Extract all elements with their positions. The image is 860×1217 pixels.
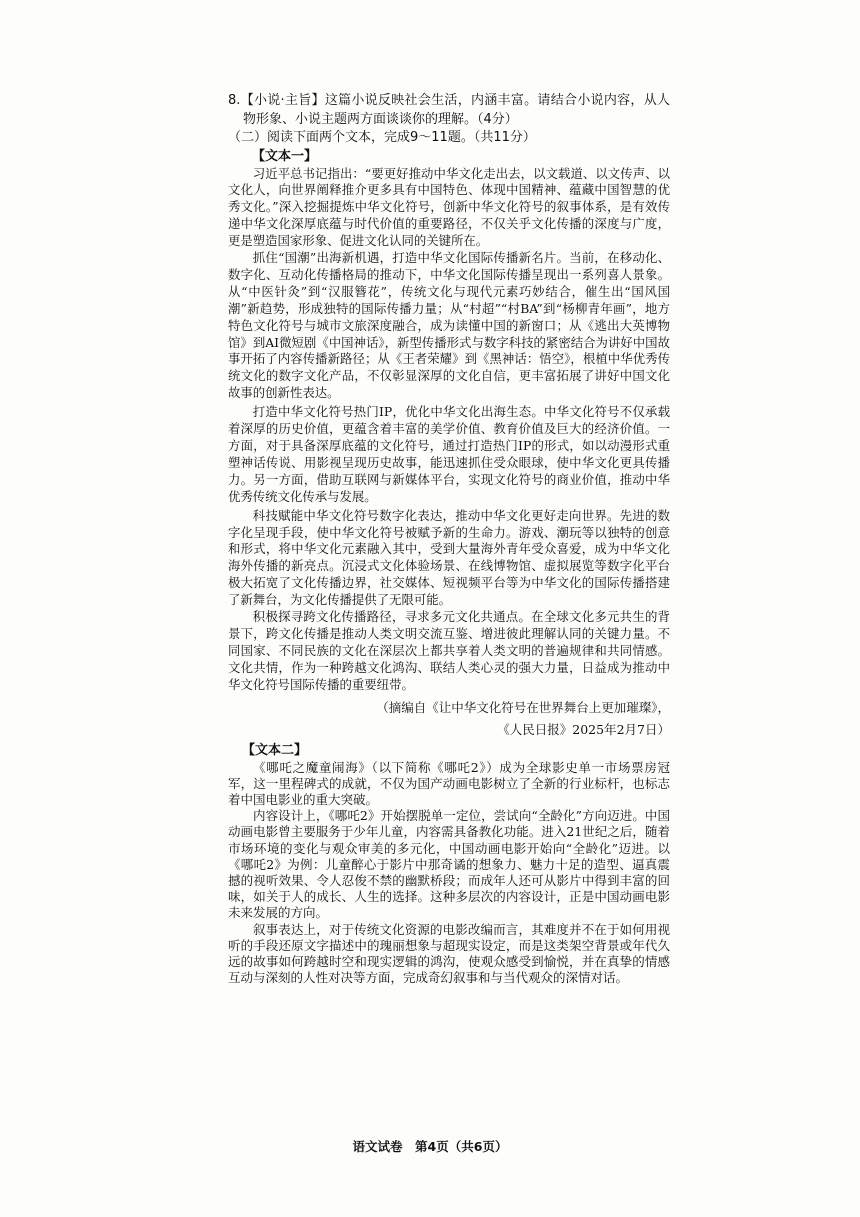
text-two-paragraph-1: 《哪吒之魔童闹海》（以下简称《哪吒2》）成为全球影史单一市场票房冠军，这一里程碑式的成就，不仅为国产动画电影树立了全新的行业标杆，也标志着中国电影业的重大突破。 bbox=[228, 759, 670, 807]
text-two-paragraph-2: 内容设计上，《哪吒2》开始摆脱单一定位，尝试向“全龄化”方向迈进。中国动画电影曾主要服务于少年儿童，内容需具备教化功能。进入21世纪之后，随着市场环境的变化与观众审美的多元化，中国动画电影开始向“全龄化”迈进。以《哪吒2》为例：儿童醉心于影片中那奇谲的想象力、魅力十足的造型、逼真震撼的视听效果、令人忍俊不禁的幽默桥段；而成年人还可从影片中得到丰富的回味，如关于人的成长、人生的选择。这种多层次的内容设计，正是中国动画电影未来发展的方向。 bbox=[228, 808, 670, 921]
text-two-paragraph-3: 叙事表达上，对于传统文化资源的电影改编而言，其难度并不在于如何用视听的手段还原文字描述中的瑰丽想象与超现实设定，而是这类架空背景或年代久远的故事如何跨越时空和现实逻辑的鸿沟，使观众感受到愉悦，并在真挚的情感互动与深刻的人性对决等方面，完成奇幻叙事和与当代观众的深情对话。 bbox=[228, 921, 670, 986]
page-footer: 语文试卷 第4页（共6页） bbox=[352, 1139, 508, 1154]
text-two bbox=[228, 742, 670, 987]
section-two-instruction: （二）阅读下面两个文本，完成9～11题。（共11分） bbox=[228, 130, 536, 145]
text-one-heading: 【文本一】 bbox=[252, 148, 318, 164]
text-one-paragraph-4: 科技赋能中华文化符号数字化表达，推动中华文化更好走向世界。先进的数字化呈现手段，使中华文化符号被赋予新的生命力。游戏、潮玩等以独特的创意和形式，将中华文化元素融入其中，受到大量海外青年受众喜爱，成为中华文化海外传播的新亮点。沉浸式文化体验场景、在线博物馆、虚拟展览等数字化平台极大拓宽了文化传播边界，社交媒体、短视频平台等为中华文化的国际传播搭建了新舞台，为文化传播提供了无限可能。 bbox=[228, 507, 670, 608]
text-one-paragraph-2: 抓住“国潮”出海新机遇，打造中华文化国际传播新名片。当前，在移动化、数字化、互动化传播格局的推动下，中华文化国际传播呈现出一系列喜人景象。从“中医针灸”到“汉服簪花”，传统文化与现代元素巧妙结合，催生出“国风国潮”新趋势，形成独特的国际传播力量；从“村超”“村BA”到“杨柳青年画”，地方特色文化符号与城市文旅深度融合，成为读懂中国的新窗口；从《逃出大英博物馆》到AI微短剧《中国神话》，新型传播形式与数字科技的紧密结合为讲好中国故事开拓了内容传播新路径；从《王者荣耀》到《黑神话：悟空》，根植中华优秀传统文化的数字文化产品，不仅彰显深厚的文化自信，更丰富拓展了讲好中国文化故事的创新性表达。 bbox=[228, 250, 670, 401]
text-one-paragraph-3: 打造中华文化符号热门IP，优化中华文化出海生态。中华文化符号不仅承载着深厚的历史价值，更蕴含着丰富的美学价值、教育价值及巨大的经济价值。一方面，对于具备深厚底蕴的文化符号，通过打造热门IP的形式，如以动漫形式重塑神话传说、用影视呈现历史故事，能迅速抓住受众眼球，使中华文化更具传播力。另一方面，借助互联网与新媒体平台，实现文化符号的商业价值，推动中华优秀传统文化传承与发展。 bbox=[228, 404, 670, 504]
question-8: 8.【小说·主旨】这篇小说反映社会生活，内涵丰富。请结合小说内容，从人物形象、小说主题两方面谈谈你的理解。（4分） bbox=[228, 93, 670, 127]
text-one-source-line-2: 《人民日报》2025年2月7日） bbox=[497, 721, 670, 737]
page-content bbox=[228, 92, 670, 986]
text-one-paragraph-1: 习近平总书记指出：“要更好推动中华文化走出去，以文载道、以文传声、以文化人，向世界阐释推介更多具有中国特色、体现中国精神、蕴藏中国智慧的优秀文化。”深入挖掘提炼中华文化符号，创新中华文化符号的叙事体系，是有效传递中华文化深厚底蕴与时代价值的重要路径，不仅关乎文化传播的深度与广度，更是塑造国家形象、促进文化认同的关键所在。 bbox=[228, 165, 670, 249]
text-two-heading: 【文本二】 bbox=[242, 742, 308, 758]
text-one bbox=[228, 148, 670, 738]
text-one-paragraph-5: 积极探寻跨文化传播路径，寻求多元文化共通点。在全球文化多元共生的背景下，跨文化传播是推动人类文明交流互鉴、增进彼此理解认同的关键力量。不同国家、不同民族的文化在深层次上都共享着人类文明的普遍规律和共同情感。文化共情，作为一种跨越文化鸿沟、联结人类心灵的强大力量，日益成为推动中华文化符号国际传播的重要纽带。 bbox=[228, 609, 670, 692]
text-one-source-line-1: （摘编自《让中华文化符号在世界舞台上更加璀璨》， bbox=[376, 699, 670, 715]
